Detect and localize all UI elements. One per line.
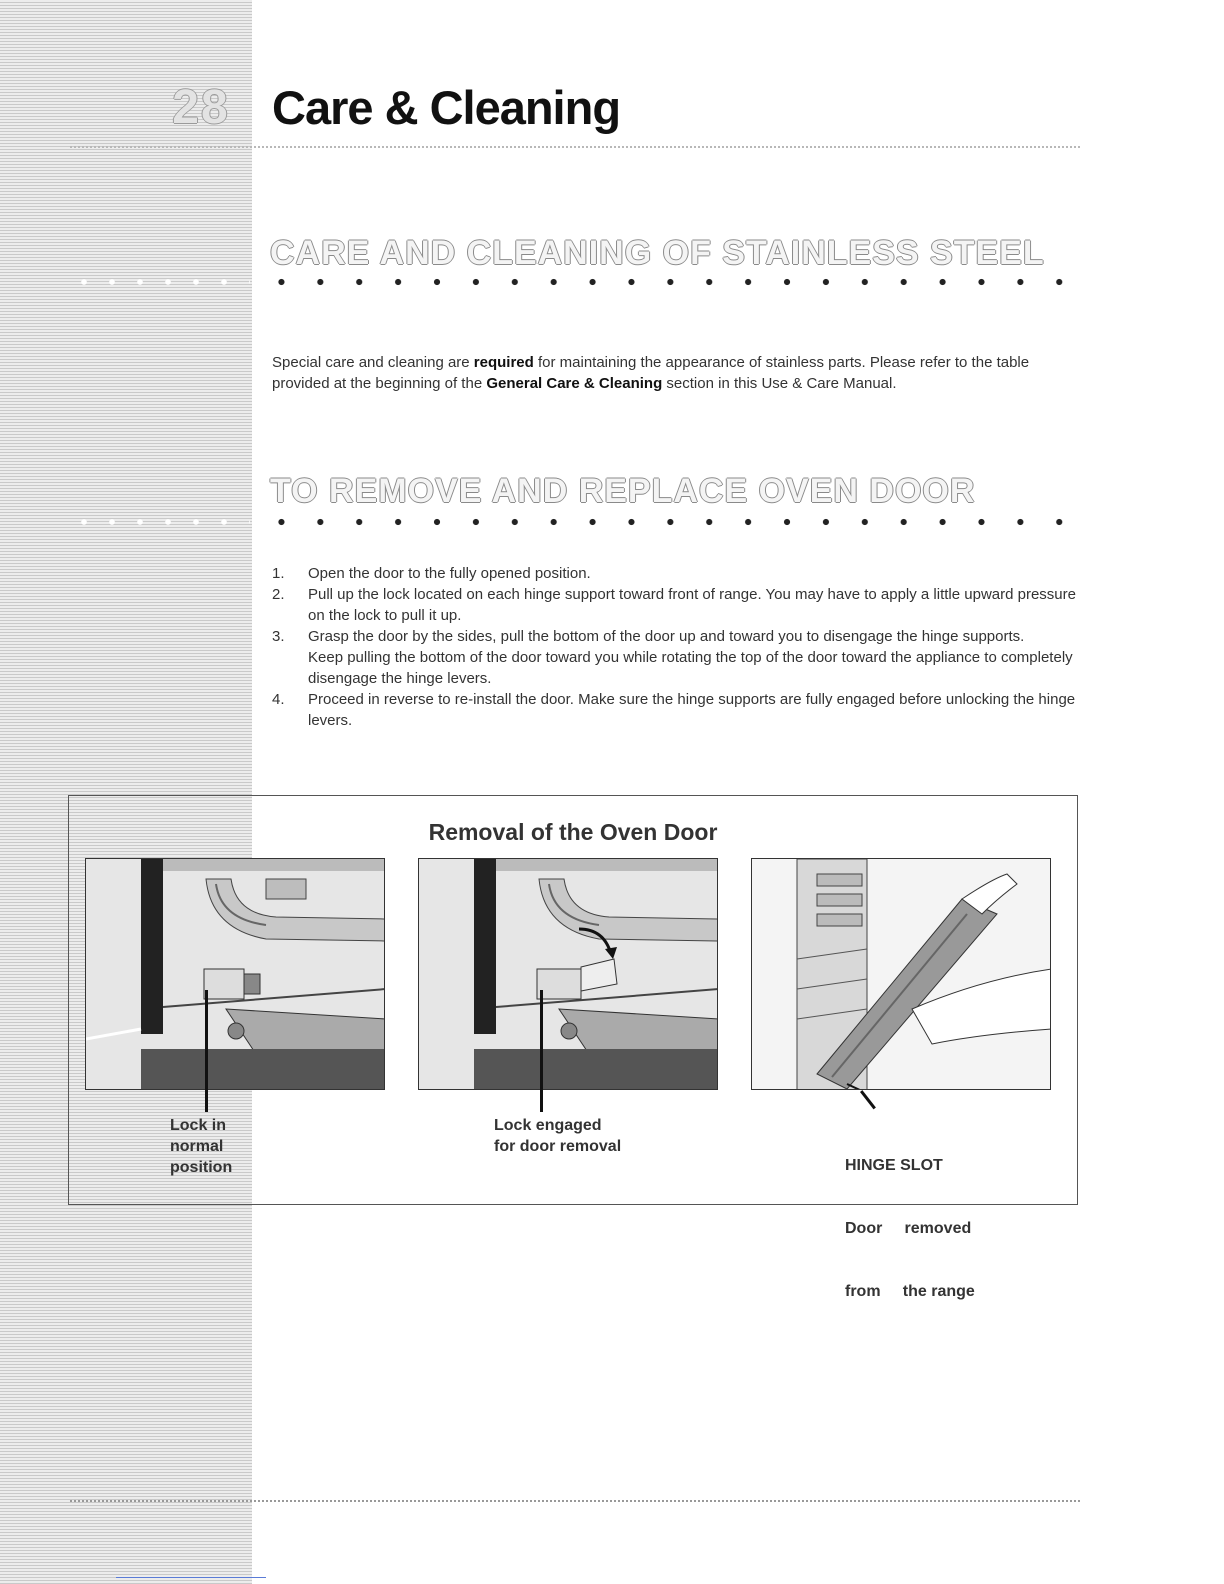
lock-normal-illustration [85,858,385,1090]
list-item [272,584,1080,626]
caption-lock-normal: Lock in normal position [170,1117,233,1176]
step-text: Open the door to the fully opened position. [308,565,591,582]
step-text: Proceed in reverse to re-install the door. Make sure the hinge supports are fully engaged before unlocking the hinge levers. [308,691,1076,729]
caption-lock-engaged: Lock engaged for door removal [494,1117,622,1155]
step-number: 2. [272,586,285,603]
stainless-paragraph: Special care and cleaning are required for maintaining the appearance of stainless parts. Please refer to the table provided at the beginning of the General Care & Cleaning section in this Use & Care Manual. [272,354,1030,392]
section-dots-sidebar [70,279,250,285]
section-dots-sidebar [70,519,250,525]
section-heading-stainless: CARE AND CLEANING OF STAINLESS STEEL [270,234,1045,272]
footer-mark [116,1577,266,1578]
section-dots [262,278,1080,286]
lock-engaged-illustration [418,858,718,1090]
sidebar-stripe [0,0,252,1584]
caption-hinge-slot: HINGE SLOT Door removed from the range [845,1157,975,1300]
page-title: Care & Cleaning [272,81,621,134]
step-number: 3. [272,628,285,645]
step-text: Grasp the door by the sides, pull the bottom of the door up and toward you to disengage the hinge supports. [308,628,1025,645]
list-item [272,626,1080,689]
footer-divider [70,1500,1080,1502]
step-text: Pull up the lock located on each hinge support toward front of range. You may have to apply a little upward pressure on the lock to pull it up. [308,586,1076,624]
step-number: 4. [272,691,285,708]
pointer-line [540,990,543,1112]
figure-title: Removal of the Oven Door [428,819,718,845]
step-number: 1. [272,565,285,582]
pointer-line [205,990,208,1112]
page-number: 28 [172,81,230,134]
section-heading-oven-door: TO REMOVE AND REPLACE OVEN DOOR [270,472,976,510]
list-item [272,689,1080,731]
door-removed-illustration [751,858,1051,1090]
title-divider [70,146,1080,148]
step-text-continued: Keep pulling the bottom of the door toward you while rotating the top of the door toward the appliance to completely disengage the hinge levers. [308,649,1073,687]
list-item [272,563,1080,584]
door-removal-steps [272,563,1080,731]
section-dots [262,518,1080,526]
